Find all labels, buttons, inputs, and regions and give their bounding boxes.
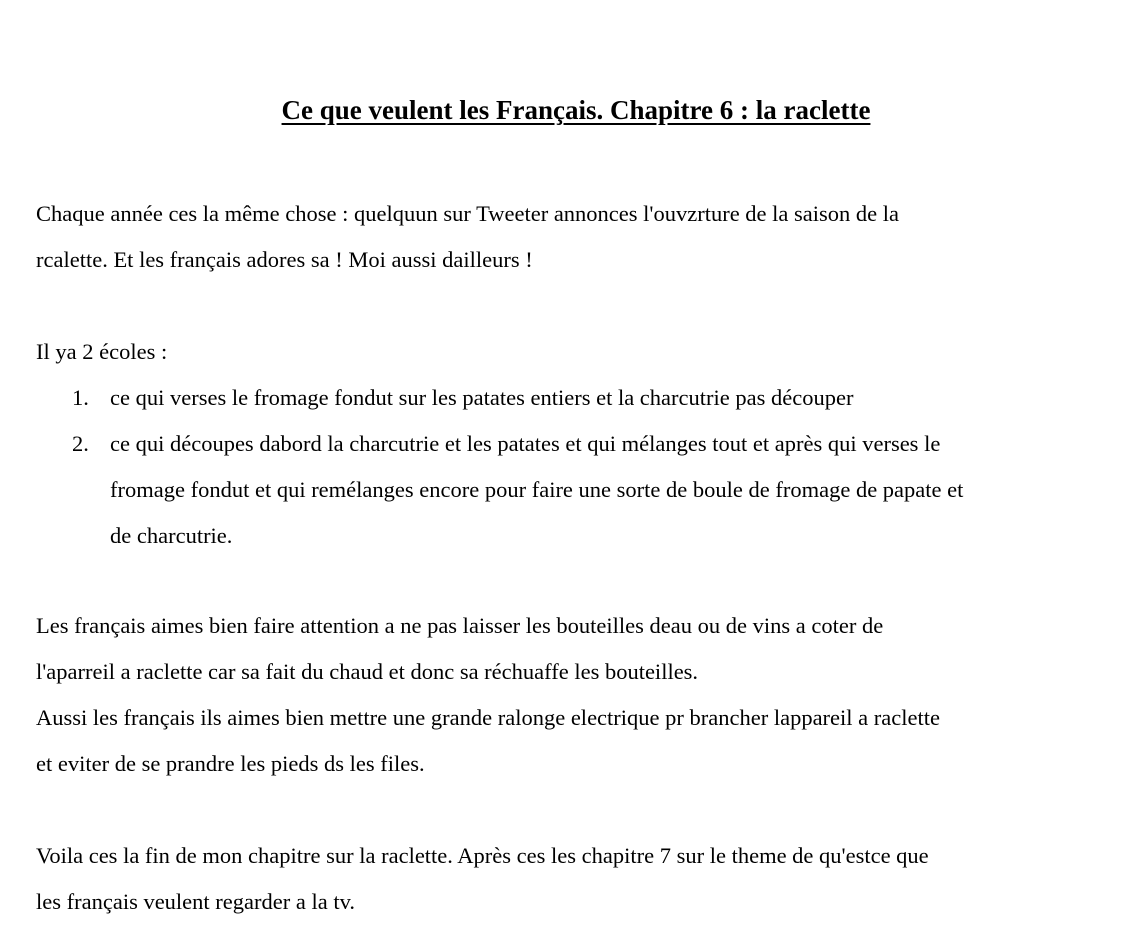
- list-item-line-1: ce qui découpes dabord la charcutrie et les patates et qui mélanges tout et après qui verses le: [110, 431, 941, 456]
- intro-line-2: rcalette. Et les français adores sa ! Moi aussi dailleurs !: [36, 247, 533, 272]
- schools-heading: Il ya 2 écoles :: [36, 339, 168, 364]
- page-title: Ce que veulent les Français. Chapitre 6 : la raclette: [281, 95, 871, 125]
- schools-list: [36, 375, 1118, 559]
- list-item-line-3: de charcutrie.: [110, 523, 233, 548]
- intro-paragraph: [36, 191, 1118, 283]
- list-item-number: 2.: [72, 431, 89, 456]
- conclusion-paragraph: [36, 833, 1118, 925]
- list-item-text: ce qui verses le fromage fondut sur les patates entiers et la charcutrie pas découper: [110, 385, 854, 410]
- list-item: [36, 421, 1118, 559]
- bottles-paragraph: [36, 603, 1118, 787]
- intro-line-1: Chaque année ces la même chose : quelquun sur Tweeter annonces l'ouvzrture de la saison de la: [36, 201, 899, 226]
- list-item-number: 1.: [72, 385, 89, 410]
- bottles-line-1: Les français aimes bien faire attention a ne pas laisser les bouteilles deau ou de vins a coter de: [36, 613, 884, 638]
- bottles-line-3: Aussi les français ils aimes bien mettre une grande ralonge electrique pr brancher lappareil a raclette: [36, 705, 940, 730]
- conclusion-line-2: les français veulent regarder a la tv.: [36, 889, 355, 914]
- bottles-line-4: et eviter de se prandre les pieds ds les files.: [36, 751, 425, 776]
- conclusion-line-1: Voila ces la fin de mon chapitre sur la raclette. Après ces les chapitre 7 sur le theme de qu'estce que: [36, 843, 929, 868]
- list-item: [36, 375, 1118, 421]
- list-item-line-2: fromage fondut et qui remélanges encore pour faire une sorte de boule de fromage de papate et: [110, 477, 964, 502]
- bottles-line-2: l'aparreil a raclette car sa fait du chaud et donc sa réchuaffe les bouteilles.: [36, 659, 699, 684]
